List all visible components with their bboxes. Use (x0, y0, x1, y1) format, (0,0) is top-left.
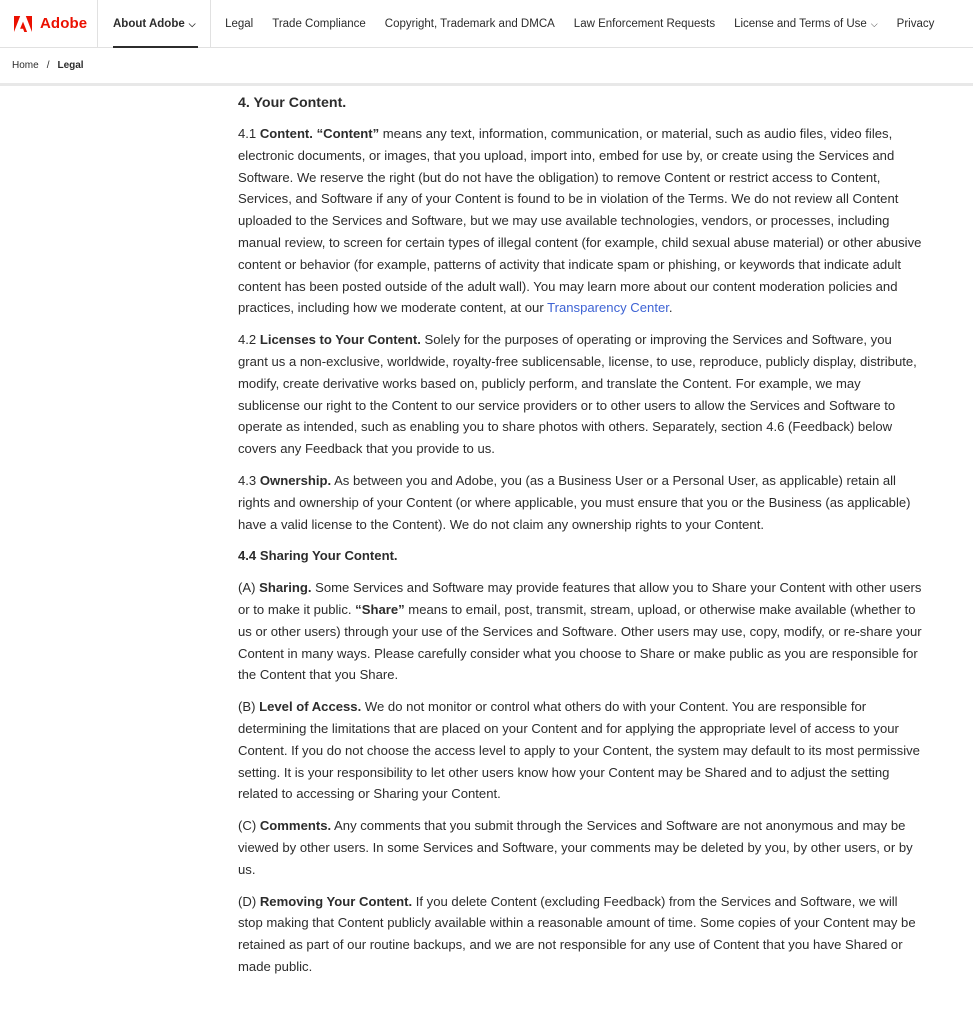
paragraph-c (238, 815, 922, 880)
adobe-home-link[interactable] (0, 0, 98, 47)
nav-item-license-terms[interactable] (725, 0, 888, 47)
paragraph-4-4 (238, 545, 922, 567)
paragraph-b (238, 696, 922, 805)
paragraph-end: . (668, 300, 673, 316)
breadcrumb-separator: / (46, 60, 50, 71)
section-title: Ownership. (259, 472, 332, 488)
paragraph-text: We do not monitor or control what others do with your Content. You are responsible for determining the limitations that are placed on your Content and for applying the appropriate level of access to your Content. If you do not choose the access level to apply to your Content, the system may default to its most permissive setting. It is your responsibility to let other users know how your Content may be Shared and to adjust the setting related to accessing or Sharing your Content. (238, 699, 920, 802)
item-prefix: (A) (238, 580, 260, 596)
nav-item-privacy[interactable] (887, 0, 944, 47)
defined-term: “Content” (316, 126, 380, 141)
section-number: 4.1 (238, 126, 257, 141)
transparency-center-link[interactable]: Transparency Center (547, 300, 669, 316)
nav-item-about-adobe[interactable] (98, 0, 211, 47)
defined-term: “Share” (355, 601, 405, 617)
breadcrumb (0, 48, 973, 86)
paragraph-4-2 (238, 329, 922, 460)
nav-item-legal[interactable] (216, 0, 263, 47)
paragraph-d (238, 891, 922, 978)
section-heading: 4. Your Content. (238, 95, 347, 111)
paragraph-text: As between you and Adobe, you (as a Business User or a Personal User, as applicable) retain all rights and ownership of your Content (or where applicable, you must ensure that you or the Business (as applicable) have a valid license to the Content). We do not claim any ownership rights to your Content. (238, 472, 911, 532)
item-title: Comments. (259, 818, 332, 834)
paragraph-4-1 (238, 123, 922, 319)
item-prefix: (B) (238, 699, 260, 715)
brand-name: Adobe (40, 15, 88, 32)
item-title: Removing Your Content. (259, 893, 413, 909)
nav-item-label: Law Enforcement Requests (573, 17, 716, 30)
nav-item-label: Legal (225, 17, 254, 30)
nav-item-label: Copyright, Trademark and DMCA (384, 17, 555, 30)
chevron-down-icon: ⌵ (188, 19, 196, 29)
item-title: Level of Access. (259, 699, 362, 715)
nav-item-label: About Adobe (113, 17, 185, 30)
nav-item-label: Privacy (896, 17, 935, 30)
subsection-heading: 4.4 Sharing Your Content. (238, 548, 398, 564)
item-prefix: (D) (238, 893, 260, 909)
nav-item-label: Trade Compliance (272, 17, 366, 30)
legal-content (238, 94, 922, 988)
breadcrumb-home-link[interactable]: Home (12, 60, 39, 71)
paragraph-text: Some Services and Software may provide features that allow you to Share your Content with other users or to make it public. (238, 580, 922, 617)
nav-item-trade-compliance[interactable] (263, 0, 376, 47)
paragraph-4-3 (238, 470, 922, 535)
paragraph-text: Solely for the purposes of operating or improving the Services and Software, you grant us a non-exclusive, worldwide, royalty-free sublicensable, license, to use, reproduce, publicly display, distribute, modify, create derivative works based on, publicly perform, and translate the Content. For example, we may sublicense our right to the Content to our service providers or to other users to allow the Services and Software to operate as intended, such as enabling you to share photos with others. Separately, section 4.6 (Feedback) below covers any Feedback that you provide to us. (238, 332, 917, 457)
nav-item-label: License and Terms of Use (734, 17, 867, 30)
paragraph-text: If you delete Content (excluding Feedback) from the Services and Software, we will stop making that Content publicly available within a reasonable amount of time. Some copies of your Content may be retained as part of our routine backups, and we are not responsible for any use of Content that you have Shared or made public. (238, 893, 916, 974)
chevron-down-icon: ⌵ (870, 19, 878, 29)
section-title: Content. (259, 126, 313, 141)
section-title: Licenses to Your Content. (259, 332, 421, 348)
item-prefix: (C) (238, 818, 260, 834)
paragraph-text: means to email, post, transmit, stream, upload, or otherwise make available (whether to us or other users) through your use of the Services and Software. Other users may use, copy, modify, or re-share your Content in many ways. Please carefully consider what you choose to Share or make public as you are responsible for the Content that you Share. (238, 601, 922, 683)
paragraph-text: means any text, information, communication, or material, such as audio files, video files, electronic documents, or images, that you upload, import into, embed for use by, or create using the Services and Software. We reserve the right (but do not have the obligation) to remove Content or restrict access to Content, Services, and Software if any of your Content is found to be in violation of the Terms. We do not review all Content uploaded to the Services and Software, but we may use available technologies, vendors, or processes, including manual review, to screen for certain types of illegal content (for example, child sexual abuse material) or other abusive content or behavior (for example, patterns of activity that indicate spam or phishing, or keywords that indicate adult content has been posted outside of the adult wall). You may learn more about our content moderation policies and practices, including how we moderate content, at our (238, 126, 922, 316)
global-nav (0, 0, 973, 48)
section-number: 4.3 (238, 472, 257, 488)
nav-item-law-enforcement[interactable] (564, 0, 724, 47)
nav-menu (98, 0, 944, 47)
paragraph-a (238, 577, 922, 686)
paragraph-text: Any comments that you submit through the Services and Software are not anonymous and may be viewed by other users. In some Services and Software, your comments may be deleted by you, by other users, or by us. (238, 818, 913, 877)
section-number: 4.2 (238, 332, 257, 348)
nav-item-copyright[interactable] (375, 0, 564, 47)
adobe-logo-icon (14, 16, 32, 32)
breadcrumb-current: Legal (57, 60, 84, 71)
item-title: Sharing. (259, 580, 312, 596)
